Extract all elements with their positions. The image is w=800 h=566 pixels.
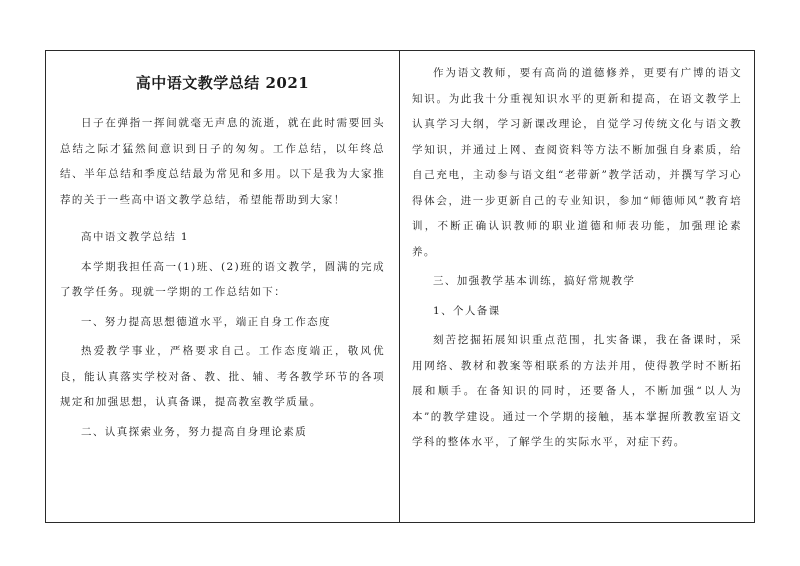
intro-paragraph: 日子在弹指一挥间就毫无声息的流逝，就在此时需要回头总结之际才猛然间意识到日子的匆匆。工作总结，以年终总结、半年总结和季度总结最为常见和多用。以下是我为大家推荐的关于一些高中语文教学总结，希望能帮助到大家！ — [60, 117, 385, 206]
document-title: 高中语文教学总结 2021 — [135, 74, 310, 92]
right-column — [400, 50, 754, 523]
section-two-heading: 二、认真探索业务，努力提高自身理论素质 — [81, 425, 308, 438]
section-one-heading: 一、努力提高思想德道水平，端正自身工作态度 — [81, 315, 331, 328]
sub-heading-personal-prep: 1、个人备课 — [433, 304, 501, 317]
opening-paragraph: 本学期我担任高一(1)班、(2)班的语文教学，圆满的完成了教学任务。现就一学期的工作总结如下： — [60, 260, 385, 298]
section-one-paragraph: 热爱教学事业，严格要求自己。工作态度端正，敬风优良，能认真落实学校对备、教、批、辅、考各教学环节的各项规定和加强思想，认真备课，提高教室教学质量。 — [60, 345, 385, 408]
summary-subheading: 高中语文教学总结 1 — [81, 231, 190, 243]
section-three-paragraph: 刻苦挖掘拓展知识重点范围，扎实备课，我在备课时，采用网络、教材和教案等相联系的方法并用，使得教学时不断拓展和顺手。在备知识的同时，还要备人，不断加强“以人为本”的教学建设。通过一个学期的接触，基本掌握所教教室语文学科的整体水平，了解学生的实际水平，对症下药。 — [412, 334, 742, 448]
section-two-paragraph: 作为语文教师，要有高尚的道德修养，更要有广博的语文知识。为此我十分重视知识水平的更新和提高，在语文教学上认真学习大纲，学习新课改理论，自觉学习传统文化与语文教学知识，并通过上网、查阅资料等方法不断加强自身素质，给自己充电，主动参与语文组“老带新”教学活动，并撰写学习心得体会，进一步更新自己的专业知识，参加“师德师风”教育培训，不断正确认识教师的职业道德和师表功能，加强理论素养。 — [412, 67, 742, 258]
left-column — [46, 50, 399, 523]
section-three-heading: 三、加强教学基本训练，搞好常规教学 — [433, 275, 636, 287]
